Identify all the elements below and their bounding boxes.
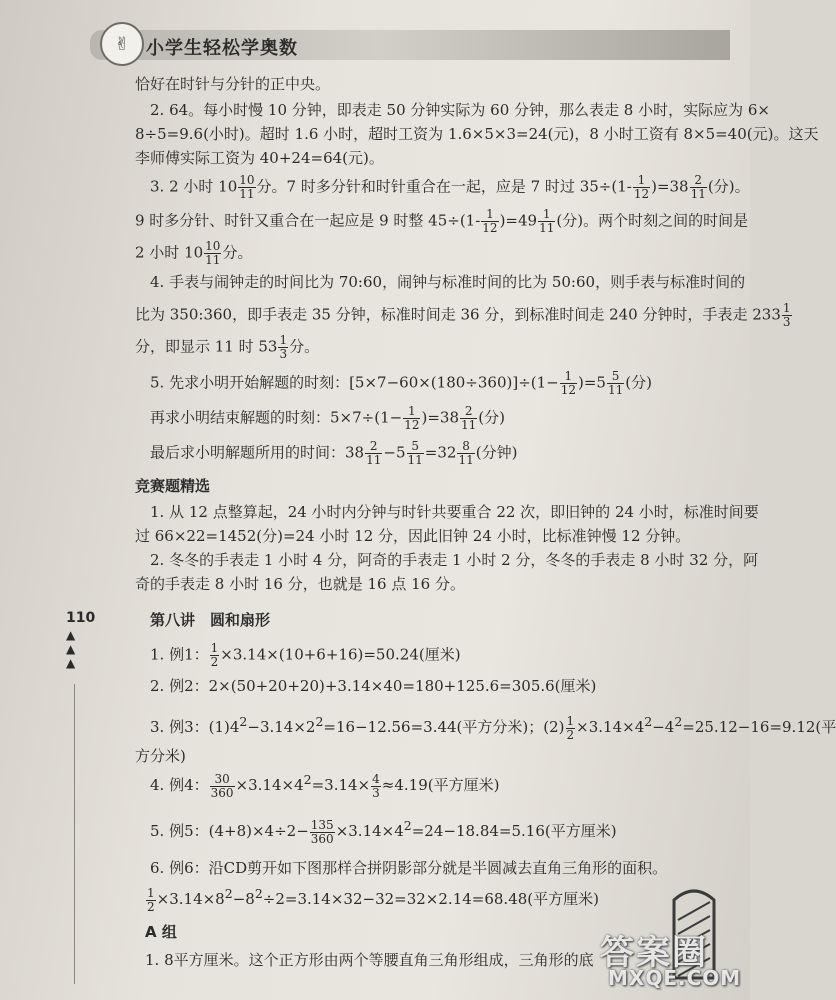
text-line: 5. 先求小明开始解题的时刻：[5×7−60×(180÷360)]÷(1− $\frac{1}{12}$ )=5 $\frac{5}{11}$ (分) <box>150 369 652 397</box>
fraction: $\frac{8}{11}$ <box>458 439 474 467</box>
fraction: $\frac{5}{11}$ <box>407 439 423 467</box>
text-line: 8÷5=9.6(小时)。超时 1.6 小时，超时工资为 1.6×5×3=24(元)，8 小时工资有 8×5=40(元)。这天 <box>135 125 819 143</box>
section-title: 第八讲 圆和扇形 <box>150 611 271 629</box>
fraction: $\frac{10}{11}$ <box>205 239 221 267</box>
fraction: $\frac{1}{2}$ <box>566 713 575 742</box>
text-line: 恰好在时针与分针的正中央。 <box>135 75 331 93</box>
fraction: $\frac{135}{360}$ <box>310 817 334 846</box>
fraction: $\frac{1}{3}$ <box>279 333 288 361</box>
book-brand-title: 小学生轻松学奥数 <box>146 38 298 59</box>
arrow-up-icons: ▲ ▲ ▲ <box>66 628 76 670</box>
fraction: $\frac{1}{12}$ <box>404 404 420 432</box>
text-line: 3. 2 小时 10 $\frac{10}{11}$ 分。7 时多分针和时针重合在一起，应是 7 时过 35÷(1- $\frac{1}{12}$ )=38 $\frac{2}{11}$ (分)。 <box>150 173 750 201</box>
text-line: 2 小时 10 $\frac{10}{11}$ 分。 <box>135 239 253 267</box>
section-title: A 组 <box>145 923 177 941</box>
text-line: 5. 例5：(4+8)×4÷2− $\frac{135}{360}$ $\times 3.14\times 4^2=24-18.84=5.16$(平方厘米) <box>150 817 617 846</box>
section-title: 竞赛题精选 <box>135 477 211 495</box>
text-line: 李师傅实际工资为 40+24=64(元)。 <box>135 149 384 167</box>
rabbit-icon: ✌ <box>100 22 144 66</box>
text-line: 1. 从 12 点整算起，24 小时内分钟与时针共要重合 22 次，即旧钟的 24 小时，标准时间要 <box>150 503 759 521</box>
text-line: 9 时多分针、时针又重合在一起应是 9 时整 45÷(1- $\frac{1}{12}$ )=49 $\frac{1}{11}$ (分)。两个时刻之间的时间是 <box>135 207 749 235</box>
fraction: $\frac{1}{12}$ <box>482 207 498 235</box>
fraction: $\frac{1}{3}$ <box>782 301 791 329</box>
fraction: $\frac{5}{11}$ <box>607 369 624 397</box>
text-line: $\frac{1}{2}$ $\times 3.14\times 8^2-8^2\div 2=3.14\times 32-32=32\times 2.14=68.48$(平方厘米) <box>147 885 599 914</box>
fraction: $\frac{1}{2}$ <box>210 641 219 669</box>
text-line: 奇的手表走 8 小时 16 分，也就是 16 点 16 分。 <box>135 575 465 593</box>
fraction: $\frac{1}{12}$ <box>633 173 650 201</box>
text-line: 2. 64。每小时慢 10 分钟，即表走 50 分钟实际为 60 分钟，那么表走 8 小时，实际应为 6× <box>150 101 770 119</box>
watermark-url: MXQE.COM <box>608 966 742 990</box>
text-line: 3. 例3：$(1)4^2-3.14\times 2^2=16-12.56=3.44$(平方分米)；(2) $\frac{1}{2}$ $\times 3.14\times 4^2-4^2=25.12-16=9.12$(平 <box>150 713 836 742</box>
text-line: 比为 350:360，即手表走 35 分钟，标准时间走 36 分，到标准时间走 240 分钟时，手表走 233 $\frac{1}{3}$ <box>135 301 791 329</box>
text-line: 6. 例6：沿CD剪开如下图那样合拼阴影部分就是半圆减去直角三角形的面积。 <box>150 859 668 877</box>
fraction: $\frac{1}{11}$ <box>539 207 555 235</box>
text-line: 2. 冬冬的手表走 1 小时 4 分，阿奇的手表走 1 小时 2 分，冬冬的手表走 8 小时 32 分，阿 <box>150 551 759 569</box>
text-line: 过 66×22=1452(分)=24 小时 12 分，因此旧钟 24 小时，比标准钟慢 12 分钟。 <box>135 527 691 545</box>
text-line: 4. 手表与闹钟走的时间比为 70:60，闹钟与标准时间的比为 50:60，则手表与标准时间的 <box>150 273 746 291</box>
fraction: $\frac{2}{11}$ <box>690 173 706 201</box>
text-line: 2. 例2：2×(50+20+20)+3.14×40=180+125.6=305.6(厘米) <box>150 677 597 695</box>
fraction: $\frac{30}{360}$ <box>210 771 234 800</box>
fraction: $\frac{4}{3}$ <box>372 771 380 800</box>
text-line: 最后求小明解题所用的时间：38 $\frac{2}{11}$ −5 $\frac{5}{11}$ =32 $\frac{8}{11}$ (分钟) <box>150 439 518 467</box>
page-number: 110 <box>66 610 96 626</box>
fraction: $\frac{2}{11}$ <box>461 404 477 432</box>
text-line: 方分米) <box>135 747 186 765</box>
margin-rule <box>74 684 75 984</box>
text-line: 再求小明结束解题的时刻：5×7÷(1− $\frac{1}{12}$ )=38 $\frac{2}{11}$ (分) <box>150 404 505 432</box>
fraction: $\frac{10}{11}$ <box>239 173 255 201</box>
text-line: 4. 例4： $\frac{30}{360}$ $\times 3.14\times 4^2=3.14\times$ $\frac{4}{3}$ ≈4.19(平方厘米) <box>150 771 500 800</box>
watermark-logo: 答案圈 <box>600 933 708 973</box>
text-line: 分，即显示 11 时 53 $\frac{1}{3}$ 分。 <box>135 333 320 361</box>
fraction: $\frac{1}{2}$ <box>147 885 155 914</box>
text-line: 1. 例1： $\frac{1}{2}$ ×3.14×(10+6+16)=50.24(厘米) <box>150 641 461 669</box>
fraction: $\frac{2}{11}$ <box>366 439 382 467</box>
text-line: 1. 8平方厘米。这个正方形由两个等腰直角三角形组成，三角形的底 <box>145 951 594 969</box>
fraction: $\frac{1}{12}$ <box>560 369 577 397</box>
